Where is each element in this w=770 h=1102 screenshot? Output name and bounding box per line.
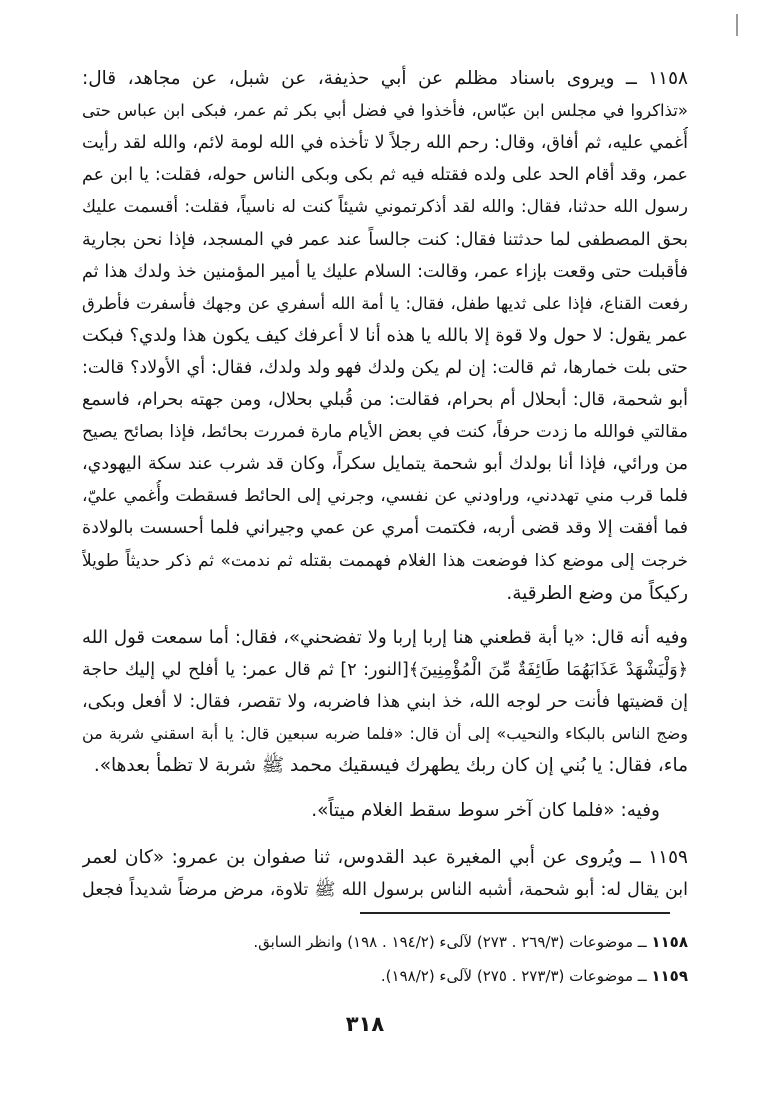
text-line: فأقبلت حتى وقعت بإزاء عمر، وقالت: السلام عليك يا أمير المؤمنين خذ ولدك هذا ثم — [82, 262, 688, 282]
text-line: عمر يقول: لا حول ولا قوة إلا بالله يا هذه أنا لا أعرفك كيف يكون هذا ولدي؟ فبكت — [82, 325, 688, 346]
text-line: ابن يقال له: أبو شحمة، أشبه الناس برسول الله ﷺ تلاوة، مرض مرضاً شديداً فجعل — [82, 880, 688, 900]
text-line: وفيه أنه قال: «يا أبة قطعني هنا إربا إربا ولا تفضحني»، فقال: أما سمعت قول الله — [82, 627, 688, 648]
footnote-number: ١١٥٩ — [651, 967, 688, 985]
text-line: حتى بلت خمارها، ثم قالت: إن لم يكن ولدك فهو ولد ولدك، فقال: أي الأولاد؟ قالت: — [82, 358, 688, 378]
text-line: إن قضيتها فأنت حر لوجه الله، خذ ابني هذا فاضربه، ولا تقصر، فقال: لا أفعل وبكى، — [82, 692, 688, 712]
footnote-number: ١١٥٨ — [651, 933, 688, 951]
text-line: أبو شحمة، قال: أبحلال أم بحرام، فقالت: من قُبلي بحلال، ومن جهته بحرام، فاسمع — [82, 390, 688, 410]
text-line: أُغمي عليه، ثم أفاق، وقال: رحم الله رجلاً لا تأخذه في الله لومة لائم، والله لقد رأيت — [82, 133, 688, 153]
page-number: ٣١٨ — [345, 1012, 385, 1036]
footnote-text: ــ موضوعات (٢٧٣/٣ . ٢٧٥) لآلىء (١٩٨/٢). — [380, 967, 647, 985]
text-line: فما أفقت إلا وقد قضى أربه، فكتمت أمري عن عمي وجيراني فلما أحسست بالولادة — [82, 518, 688, 538]
text-line: رفعت القناع، فإذا على ثديها طفل، فقال: يا أمة الله أسفري عن وجهك فأسفرت فأطرق — [82, 294, 688, 313]
footnote-separator — [360, 912, 670, 914]
quran-verse-line: ﴿وَلْيَشْهَدْ عَذَابَهُمَا طَائِفَةٌ مِّنَ الْمُؤْمِنِينَ﴾[النور: ٢] ثم قال عمر: يا أفلح لي إليك حاجة — [82, 660, 688, 680]
text-line: خرجت إلى موضع كذا فوضعت هذا الغلام فهممت بقتله ثم ندمت» ثم ذكر حديثاً طويلاً — [82, 551, 688, 571]
footnote — [82, 963, 688, 989]
text-line: ١١٥٩ ــ ويُروى عن أبي المغيرة عبد القدوس، ثنا صفوان بن عمرو: «كان لعمر — [82, 847, 688, 868]
text-line: ركيكاً من وضع الطرقية. — [506, 583, 688, 604]
text-line: بحق المصطفى لما حدثتنا فقال: كنت جالساً عند عمر في المسجد، فإذا نحن بجارية — [82, 230, 688, 250]
text-line: «تذاكروا في مجلس ابن عبّاس، فأخذوا في فضل أبي بكر ثم عمر، فبكى ابن عباس حتى — [82, 101, 688, 120]
text-line: ١١٥٨ ــ ويروى باسناد مظلم عن أبي حذيفة، عن شبل، عن مجاهد، قال: — [82, 68, 688, 89]
text-line: رسول الله حدثنا، فقال: والله لقد أذكرتموني شيئاً كنت له ناسياً، فقلت: أقسمت عليك — [82, 197, 688, 217]
text-line: عمر، وقد أقام الحد على ولده فقتله فيه ثم بكى وبكى الناس حوله، فقلت: يا ابن عم — [82, 165, 688, 185]
text-line: ماء، فقال: يا بُني إن كان ربك يطهرك فيسقيك محمد ﷺ شربة لا تظمأ بعدها». — [93, 755, 688, 776]
text-line: فلما قرب مني تهددني، وراودني عن نفسي، وجرني إلى الحائط فسقطت وأُغمي عليّ، — [82, 486, 688, 506]
text-line: وفيه: «فلما كان آخر سوط سقط الغلام ميتاً». — [311, 800, 660, 821]
footnote — [82, 929, 688, 955]
text-line: وضج الناس بالبكاء والنحيب» إلى أن قال: «فلما ضربه سبعين قال: يا أبة اسقني شربة من — [82, 724, 688, 743]
text-line: مقالتي فوالله ما زدت حرفاً، كنت في بعض الأيام مارة فمررت بحائط، فإذا بصائح يصيح — [82, 422, 688, 442]
footnote-text: ــ موضوعات (٢٦٩/٣ . ٢٧٣) لآلىء (١٩٤/٢ . ١٩٨) وانظر السابق. — [253, 933, 647, 951]
text-line: من ورائي، فإذا أنا بولدك أبو شحمة يتمايل سكراً، وكان قد شرب عند سكة اليهودي، — [82, 454, 688, 474]
corner-scan-mark — [736, 14, 738, 36]
